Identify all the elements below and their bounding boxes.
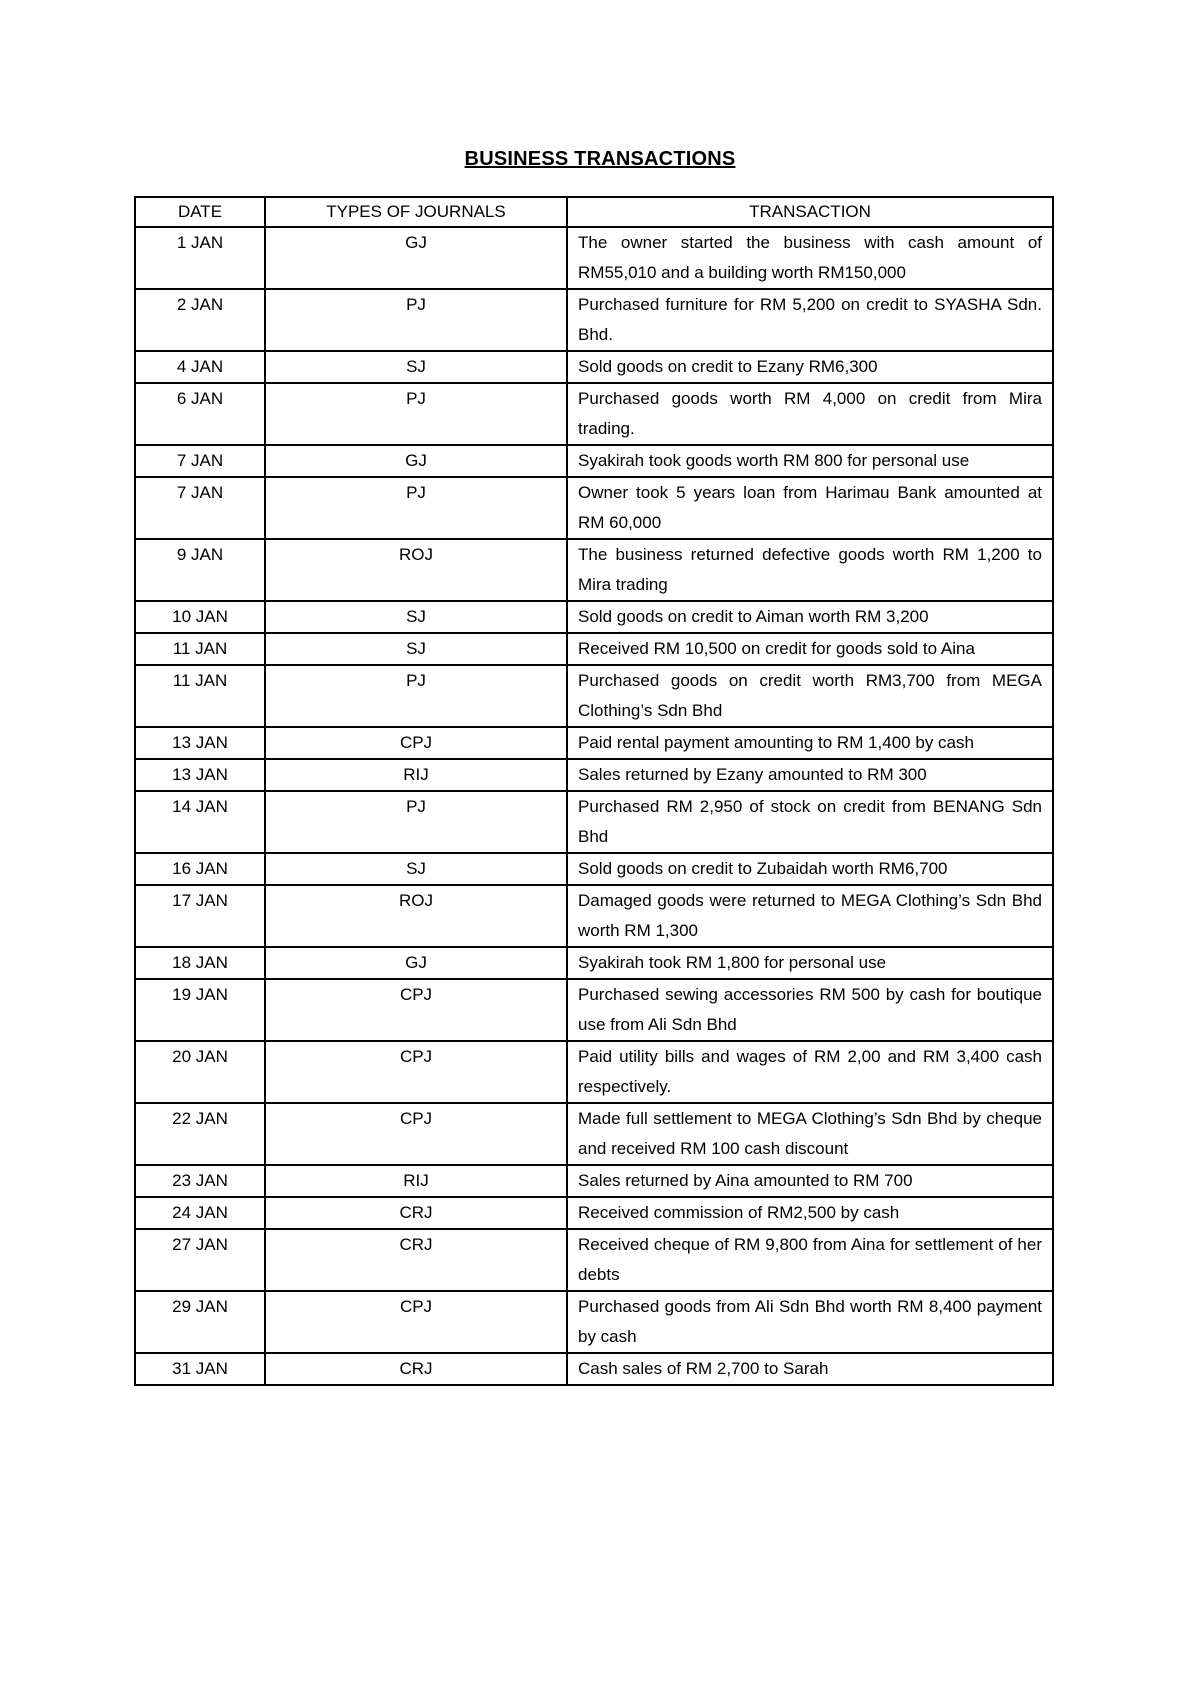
journal-type-cell: RIJ — [265, 1165, 567, 1197]
transaction-cell: Damaged goods were returned to MEGA Clothing’s Sdn Bhd worth RM 1,300 — [567, 885, 1053, 947]
date-cell: 2 JAN — [135, 289, 265, 351]
table-row — [135, 665, 1053, 727]
table-row — [135, 853, 1053, 885]
table-row — [135, 979, 1053, 1041]
date-cell: 20 JAN — [135, 1041, 265, 1103]
date-cell: 6 JAN — [135, 383, 265, 445]
journal-type-cell: CPJ — [265, 727, 567, 759]
transaction-cell: Made full settlement to MEGA Clothing’s Sdn Bhd by cheque and received RM 100 cash discount — [567, 1103, 1053, 1165]
table-row — [135, 1291, 1053, 1353]
transaction-cell: Purchased goods on credit worth RM3,700 from MEGA Clothing’s Sdn Bhd — [567, 665, 1053, 727]
date-cell: 4 JAN — [135, 351, 265, 383]
journal-type-cell: RIJ — [265, 759, 567, 791]
date-cell: 10 JAN — [135, 601, 265, 633]
journal-type-cell: GJ — [265, 947, 567, 979]
date-cell: 7 JAN — [135, 477, 265, 539]
transaction-cell: Sold goods on credit to Aiman worth RM 3,200 — [567, 601, 1053, 633]
header-date: DATE — [135, 197, 265, 227]
table-row — [135, 791, 1053, 853]
table-row — [135, 727, 1053, 759]
journal-type-cell: CPJ — [265, 979, 567, 1041]
table-row — [135, 1197, 1053, 1229]
table-row — [135, 539, 1053, 601]
date-cell: 11 JAN — [135, 633, 265, 665]
table-row — [135, 351, 1053, 383]
journal-type-cell: SJ — [265, 351, 567, 383]
table-row — [135, 1353, 1053, 1385]
table-row — [135, 633, 1053, 665]
date-cell: 31 JAN — [135, 1353, 265, 1385]
transaction-cell: Paid rental payment amounting to RM 1,400 by cash — [567, 727, 1053, 759]
table-header — [135, 197, 1053, 227]
date-cell: 29 JAN — [135, 1291, 265, 1353]
journal-type-cell: GJ — [265, 445, 567, 477]
table-row — [135, 289, 1053, 351]
date-cell: 22 JAN — [135, 1103, 265, 1165]
journal-type-cell: PJ — [265, 383, 567, 445]
table-row — [135, 601, 1053, 633]
table-row — [135, 1041, 1053, 1103]
journal-type-cell: CPJ — [265, 1291, 567, 1353]
journal-type-cell: CRJ — [265, 1229, 567, 1291]
table-row — [135, 383, 1053, 445]
transaction-cell: Purchased goods worth RM 4,000 on credit from Mira trading. — [567, 383, 1053, 445]
table-row — [135, 947, 1053, 979]
journal-type-cell: GJ — [265, 227, 567, 289]
date-cell: 14 JAN — [135, 791, 265, 853]
journal-type-cell: CPJ — [265, 1041, 567, 1103]
table-row — [135, 227, 1053, 289]
date-cell: 7 JAN — [135, 445, 265, 477]
table-row — [135, 445, 1053, 477]
transaction-cell: Sales returned by Ezany amounted to RM 300 — [567, 759, 1053, 791]
page-title: BUSINESS TRANSACTIONS — [464, 148, 736, 170]
transaction-cell: Sold goods on credit to Zubaidah worth RM6,700 — [567, 853, 1053, 885]
transaction-cell: Received RM 10,500 on credit for goods sold to Aina — [567, 633, 1053, 665]
table-row — [135, 885, 1053, 947]
table-row — [135, 477, 1053, 539]
transaction-cell: Syakirah took RM 1,800 for personal use — [567, 947, 1053, 979]
transaction-cell: Purchased RM 2,950 of stock on credit from BENANG Sdn Bhd — [567, 791, 1053, 853]
table-row — [135, 759, 1053, 791]
transaction-cell: Paid utility bills and wages of RM 2,00 and RM 3,400 cash respectively. — [567, 1041, 1053, 1103]
table-body — [135, 227, 1053, 1385]
header-transaction: TRANSACTION — [567, 197, 1053, 227]
date-cell: 27 JAN — [135, 1229, 265, 1291]
date-cell: 11 JAN — [135, 665, 265, 727]
header-row — [135, 197, 1053, 227]
date-cell: 17 JAN — [135, 885, 265, 947]
transaction-cell: Purchased goods from Ali Sdn Bhd worth RM 8,400 payment by cash — [567, 1291, 1053, 1353]
transaction-cell: Owner took 5 years loan from Harimau Bank amounted at RM 60,000 — [567, 477, 1053, 539]
transaction-cell: The owner started the business with cash amount of RM55,010 and a building worth RM150,000 — [567, 227, 1053, 289]
transaction-cell: Sales returned by Aina amounted to RM 700 — [567, 1165, 1053, 1197]
date-cell: 13 JAN — [135, 759, 265, 791]
journal-type-cell: CRJ — [265, 1197, 567, 1229]
transaction-cell: The business returned defective goods worth RM 1,200 to Mira trading — [567, 539, 1053, 601]
header-journal-type: TYPES OF JOURNALS — [265, 197, 567, 227]
date-cell: 24 JAN — [135, 1197, 265, 1229]
table-row — [135, 1165, 1053, 1197]
journal-type-cell: CRJ — [265, 1353, 567, 1385]
date-cell: 18 JAN — [135, 947, 265, 979]
journal-type-cell: SJ — [265, 601, 567, 633]
transaction-cell: Purchased furniture for RM 5,200 on credit to SYASHA Sdn. Bhd. — [567, 289, 1053, 351]
transaction-cell: Cash sales of RM 2,700 to Sarah — [567, 1353, 1053, 1385]
journal-type-cell: PJ — [265, 289, 567, 351]
table-row — [135, 1229, 1053, 1291]
journal-type-cell: SJ — [265, 853, 567, 885]
transaction-cell: Received commission of RM2,500 by cash — [567, 1197, 1053, 1229]
journal-type-cell: CPJ — [265, 1103, 567, 1165]
transaction-cell: Received cheque of RM 9,800 from Aina for settlement of her debts — [567, 1229, 1053, 1291]
journal-type-cell: PJ — [265, 477, 567, 539]
date-cell: 1 JAN — [135, 227, 265, 289]
date-cell: 19 JAN — [135, 979, 265, 1041]
date-cell: 13 JAN — [135, 727, 265, 759]
date-cell: 16 JAN — [135, 853, 265, 885]
transaction-cell: Syakirah took goods worth RM 800 for personal use — [567, 445, 1053, 477]
journal-type-cell: PJ — [265, 665, 567, 727]
table-row — [135, 1103, 1053, 1165]
journal-type-cell: PJ — [265, 791, 567, 853]
transaction-cell: Sold goods on credit to Ezany RM6,300 — [567, 351, 1053, 383]
date-cell: 23 JAN — [135, 1165, 265, 1197]
date-cell: 9 JAN — [135, 539, 265, 601]
transaction-cell: Purchased sewing accessories RM 500 by cash for boutique use from Ali Sdn Bhd — [567, 979, 1053, 1041]
journal-type-cell: ROJ — [265, 885, 567, 947]
transactions-table — [134, 196, 1054, 1386]
journal-type-cell: SJ — [265, 633, 567, 665]
journal-type-cell: ROJ — [265, 539, 567, 601]
